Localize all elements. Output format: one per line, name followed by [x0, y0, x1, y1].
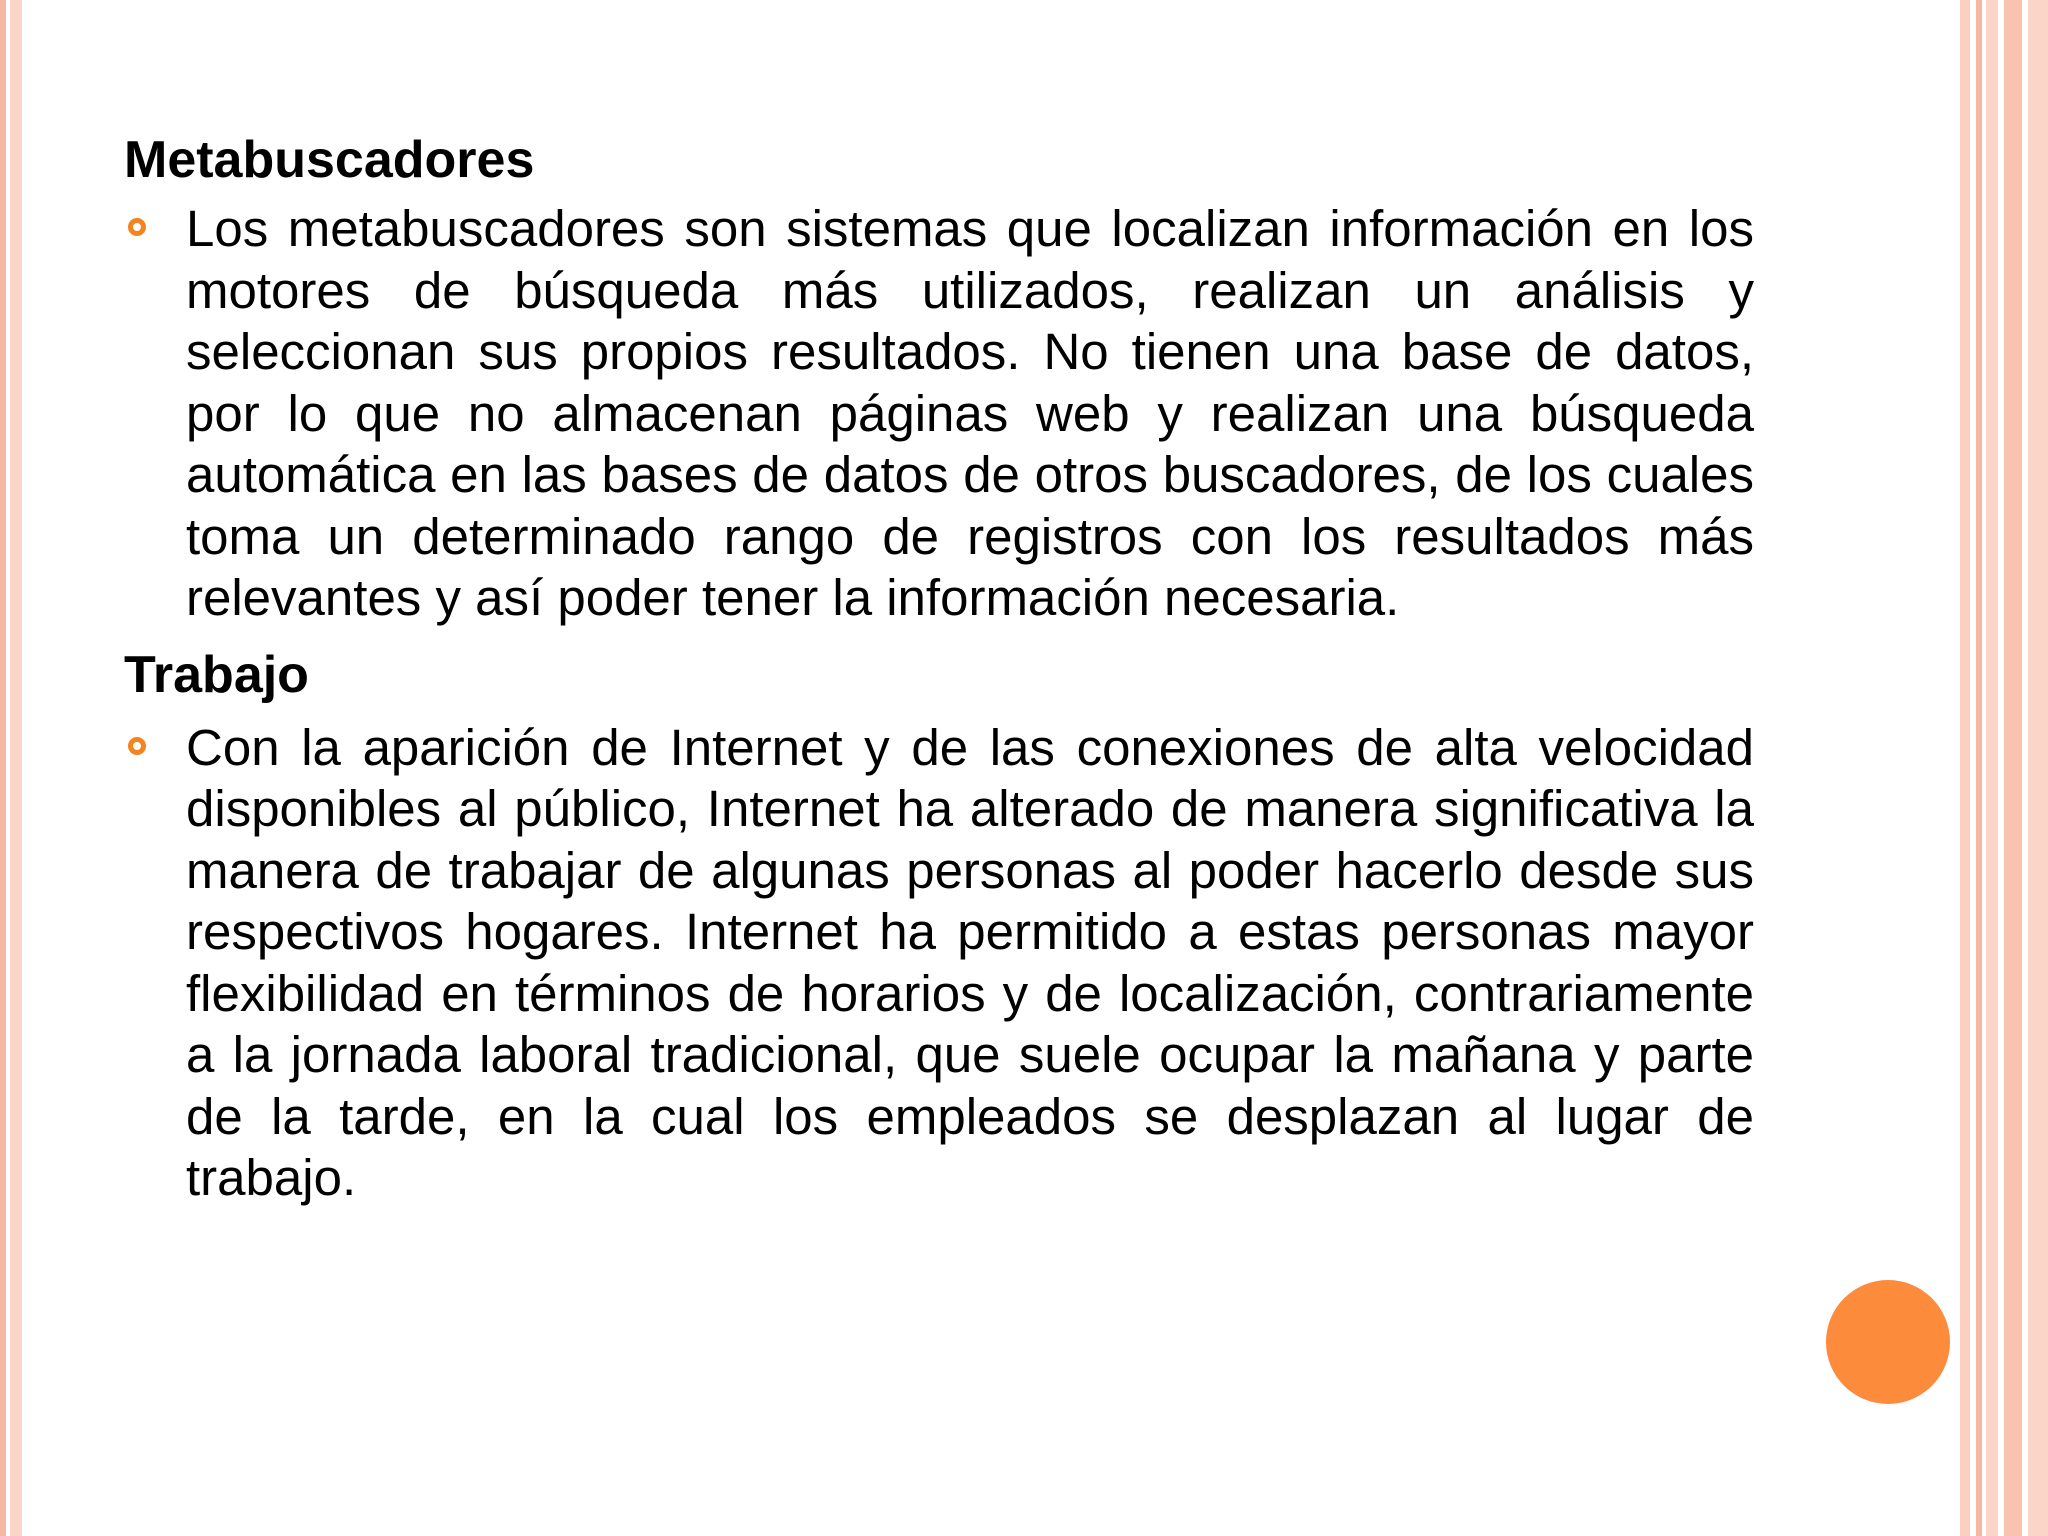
bullet-item [124, 198, 1754, 629]
bullet-text: Con la aparición de Internet y de las conexiones de alta velocidad disponibles al público, Internet ha alterado de manera significativa la manera de trabajar de algunas personas al poder hacerlo desde sus respectivos hogares. Internet ha permitido a estas personas mayor flexibilidad en términos de horarios y de localización, contrariamente a la jornada laboral tradicional, que suele ocupar la mañana y parte de la tarde, en la cual los empleados se desplazan al lugar de trabajo. [186, 718, 1754, 1206]
right-border-stripe [1960, 0, 1970, 1536]
left-border-stripe [0, 0, 6, 1536]
right-border-stripe [2028, 0, 2048, 1536]
bullet-item [124, 717, 1754, 1209]
right-border-stripe [1976, 0, 1982, 1536]
right-border-stripe [1986, 0, 1998, 1536]
decorative-circle-icon [1826, 1280, 1950, 1404]
right-border-stripe [2004, 0, 2022, 1536]
bullet-text: Los metabuscadores son sistemas que localizan información en los motores de búsqueda más utilizados, realizan un análisis y seleccionan sus propios resultados. No tienen una base de datos, por lo que no almacenan páginas web y realizan una búsqueda automática en las bases de datos de otros buscadores, de los cuales toma un determinado rango de registros con los resultados más relevantes y así poder tener la información necesaria. [186, 200, 1754, 626]
circle-bullet-icon [128, 218, 146, 236]
left-border-stripe [10, 0, 22, 1536]
section-title-trabajo: Trabajo [124, 645, 309, 704]
slide-content [124, 122, 1754, 1209]
circle-bullet-icon [128, 737, 146, 755]
section-title-metabuscadores: Metabuscadores [124, 131, 535, 189]
